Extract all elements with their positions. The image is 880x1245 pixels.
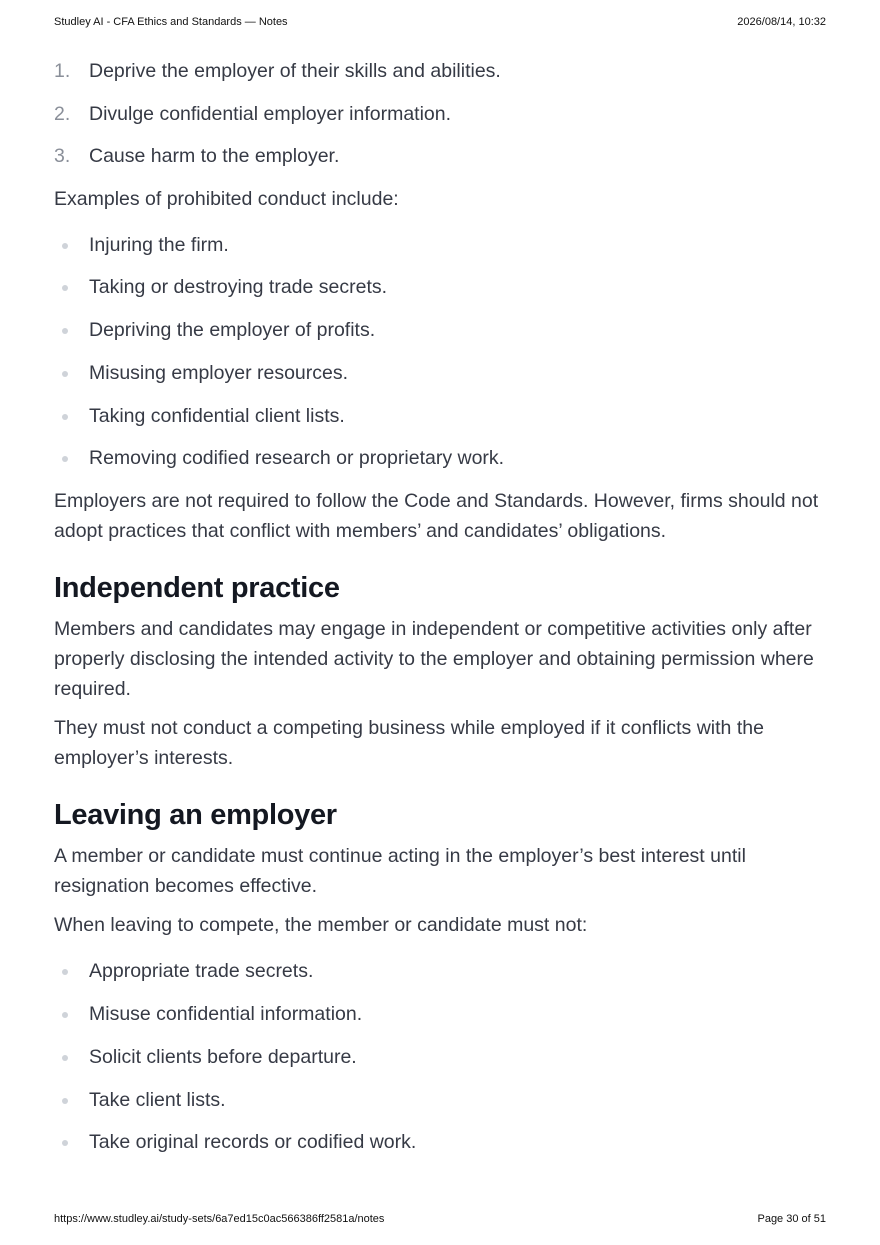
list-item-text: Depriving the employer of profits. bbox=[89, 319, 376, 342]
list-item-text: Taking confidential client lists. bbox=[89, 404, 345, 427]
list-item-text: Taking or destroying trade secrets. bbox=[89, 276, 388, 299]
list-number: 2. bbox=[54, 102, 71, 125]
list-item-text: Deprive the employer of their skills and abilities. bbox=[89, 60, 501, 82]
list-item bbox=[54, 999, 826, 1029]
list-item-text: Removing codified research or proprietary work. bbox=[89, 447, 505, 470]
list-item-text: Cause harm to the employer. bbox=[89, 145, 340, 167]
bullet-icon bbox=[62, 414, 68, 420]
document-title: Studley AI - CFA Ethics and Standards — Notes bbox=[54, 16, 288, 28]
print-header bbox=[54, 16, 826, 28]
bullet-icon bbox=[62, 969, 68, 975]
bullet-icon bbox=[62, 1140, 68, 1146]
page-url: https://www.studley.ai/study-sets/6a7ed15c0ac566386ff2581a/notes bbox=[54, 1213, 385, 1225]
list-item bbox=[54, 956, 826, 986]
examples-intro: Examples of prohibited conduct include: bbox=[54, 187, 399, 210]
list-item bbox=[54, 1127, 826, 1157]
employers-paragraph: Employers are not required to follow the Code and Standards. However, firms should not adopt practices that conflict with members’ and candidates’ obligations. bbox=[54, 490, 819, 543]
section-heading-leaving-employer: Leaving an employer bbox=[54, 799, 337, 832]
list-item bbox=[54, 1085, 826, 1115]
list-item-text: Divulge confidential employer information. bbox=[89, 102, 452, 125]
list-item-text: Misusing employer resources. bbox=[89, 361, 349, 384]
list-item bbox=[54, 443, 826, 473]
bullet-icon bbox=[62, 243, 68, 249]
list-number: 1. bbox=[54, 60, 71, 82]
bullet-icon bbox=[62, 1098, 68, 1104]
examples-list bbox=[54, 230, 826, 474]
independent-paragraph-2: They must not conduct a competing business while employed if it conflicts with the employer’s interests. bbox=[54, 717, 764, 770]
list-item-text: Appropriate trade secrets. bbox=[89, 960, 314, 983]
page-number: Page 30 of 51 bbox=[757, 1213, 826, 1225]
list-item bbox=[54, 141, 826, 171]
list-item bbox=[54, 230, 826, 260]
list-item-text: Misuse confidential information. bbox=[89, 1003, 363, 1026]
list-item-text: Injuring the firm. bbox=[89, 233, 229, 256]
bullet-icon bbox=[62, 328, 68, 334]
leaving-paragraph-2: When leaving to compete, the member or candidate must not: bbox=[54, 914, 588, 937]
leaving-list bbox=[54, 956, 826, 1157]
print-footer bbox=[54, 1213, 826, 1225]
list-item bbox=[54, 358, 826, 388]
leaving-paragraph-1: A member or candidate must continue acting in the employer’s best interest until resignation becomes effective. bbox=[54, 845, 746, 898]
bullet-icon bbox=[62, 456, 68, 462]
notes-content bbox=[54, 56, 826, 1170]
independent-paragraph-1: Members and candidates may engage in independent or competitive activities only after properly disclosing the intended activity to the employer and obtaining permission where required. bbox=[54, 618, 814, 701]
list-item bbox=[54, 315, 826, 345]
list-number: 3. bbox=[54, 145, 71, 167]
bullet-icon bbox=[62, 371, 68, 377]
bullet-icon bbox=[62, 1012, 68, 1018]
numbered-list bbox=[54, 56, 826, 171]
list-item-text: Take client lists. bbox=[89, 1088, 226, 1111]
list-item bbox=[54, 1042, 826, 1072]
list-item bbox=[54, 99, 826, 129]
bullet-icon bbox=[62, 1055, 68, 1061]
list-item bbox=[54, 272, 826, 302]
section-heading-independent-practice: Independent practice bbox=[54, 572, 340, 605]
list-item-text: Solicit clients before departure. bbox=[89, 1045, 357, 1068]
list-item-text: Take original records or codified work. bbox=[89, 1131, 417, 1154]
list-item bbox=[54, 56, 826, 86]
bullet-icon bbox=[62, 285, 68, 291]
print-datetime: 2026/08/14, 10:32 bbox=[737, 16, 826, 28]
list-item bbox=[54, 401, 826, 431]
